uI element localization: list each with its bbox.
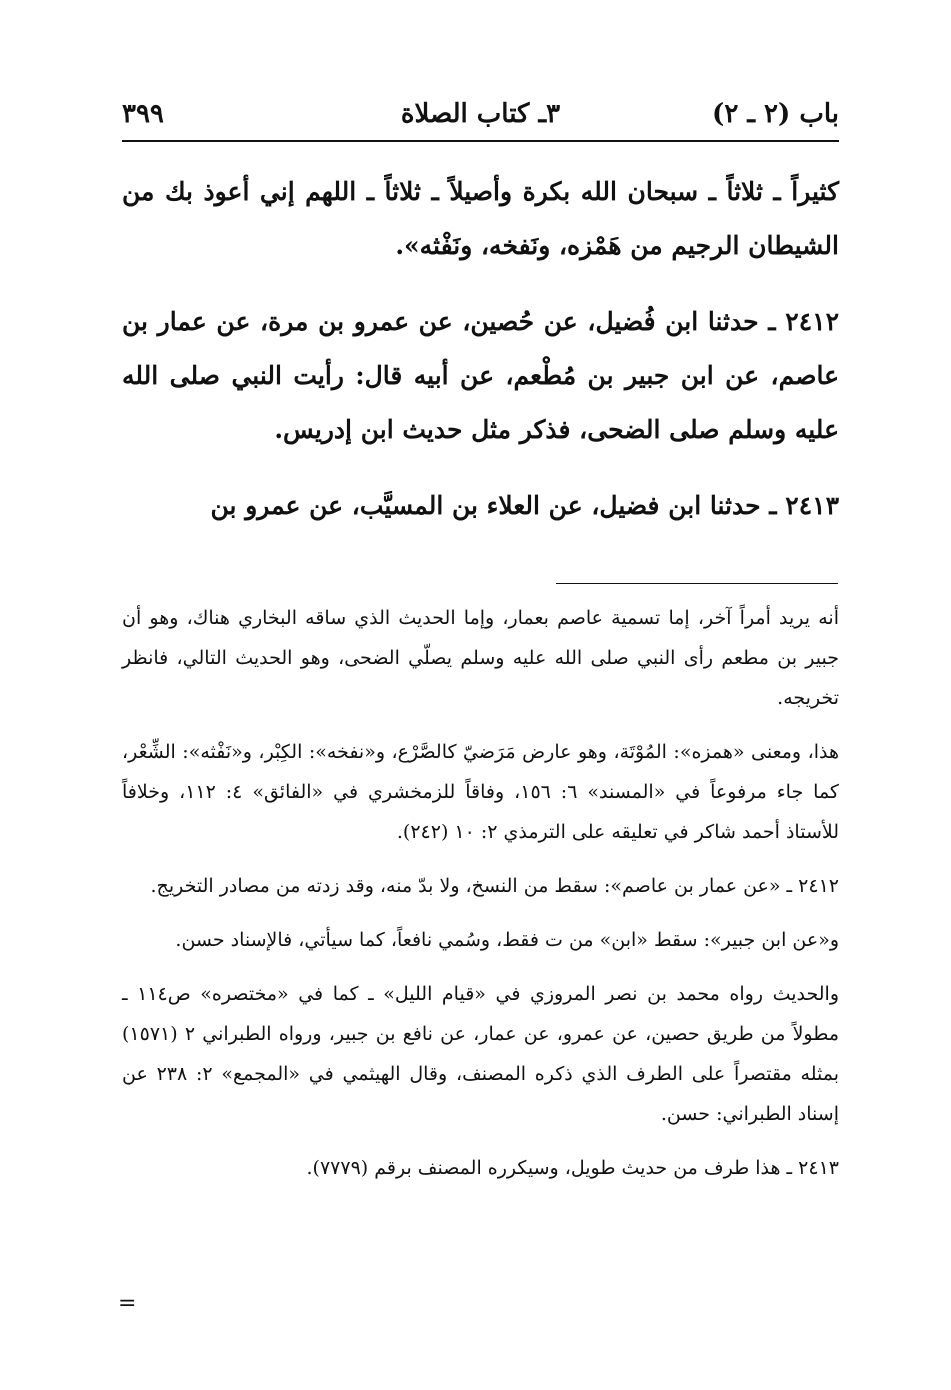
- running-header: [122, 92, 839, 136]
- hadith-2413: ٢٤١٣ ـ حدثنا ابن فضيل، عن العلاء بن المسيَّب، عن عمرو بن: [210, 491, 839, 520]
- footnote-paragraph: هذا، ومعنى «همزه»: المُوْتَة، وهو عارض مَرَضيّ كالصَّرْع، و«نفخه»: الكِبْر، و«نَفْثه»: الشِّعْر، كما جاء مرفوعاً في «المسند» ٦: ١٥٦، وفاقاً للزمخشري في «الفائق» ٤: ١١٢، وخلافاً للأستاذ أحمد شاكر في تعليقه على الترمذي ٢: ١٠ (٢٤٢).: [122, 741, 839, 843]
- chapter-reference: باب (٢ ـ ٢): [712, 99, 839, 129]
- footnote-separator: [556, 583, 838, 584]
- footnote-paragraph: ٢٤١٢ ـ «عن عمار بن عاصم»: سقط من النسخ، ولا بدّ منه، وقد زدته من مصادر التخريج.: [150, 875, 839, 897]
- footnote-paragraph: ٢٤١٣ ـ هذا طرف من حديث طويل، وسيكرره المصنف برقم (٧٧٧٩).: [306, 1157, 839, 1179]
- main-text: [122, 165, 839, 533]
- footnote-paragraph: والحديث رواه محمد بن نصر المروزي في «قيام الليل» ـ كما في «مختصره» ص١١٤ ـ مطولاً من طريق حصين، عن عمرو، عن عمار، عن نافع بن جبير، ورواه الطبراني ٢ (١٥٧١) بمثله مقتصراً على الطرف الذي ذكره المصنف، وقال الهيثمي في «المجمع» ٢: ٢٣٨ عن إسناد الطبراني: حسن.: [122, 983, 840, 1125]
- book-title: ٣ـ كتاب الصلاة: [400, 99, 561, 129]
- main-paragraph: كثيراً ـ ثلاثاً ـ سبحان الله بكرة وأصيلاً ـ ثلاثاً ـ اللهم إني أعوذ بك من الشيطان الرجيم من هَمْزه، ونَفخه، ونَفْثه».: [122, 177, 839, 260]
- header-rule: [122, 140, 839, 142]
- continuation-mark: =: [118, 1291, 137, 1316]
- footnotes: [122, 598, 839, 1202]
- hadith-2412: ٢٤١٢ ـ حدثنا ابن فُضيل، عن حُصين، عن عمرو بن مرة، عن عمار بن عاصم، عن ابن جبير بن مُطْعم، عن أبيه قال: رأيت النبي صلى الله عليه وسلم صلى الضحى، فذكر مثل حديث ابن إدريس.: [122, 307, 839, 444]
- footnote-paragraph: أنه يريد أمراً آخر، إما تسمية عاصم بعمار، وإما الحديث الذي ساقه البخاري هناك، وهو أن جبير بن مطعم رأى النبي صلى الله عليه وسلم يصلّي الضحى، وهو الحديث التالي، فانظر تخريجه.: [122, 607, 839, 709]
- page-number: ٣٩٩: [122, 99, 164, 129]
- footnote-paragraph: و«عن ابن جبير»: سقط «ابن» من ت فقط، وسُمي نافعاً، كما سيأتي، فالإسناد حسن.: [175, 929, 839, 951]
